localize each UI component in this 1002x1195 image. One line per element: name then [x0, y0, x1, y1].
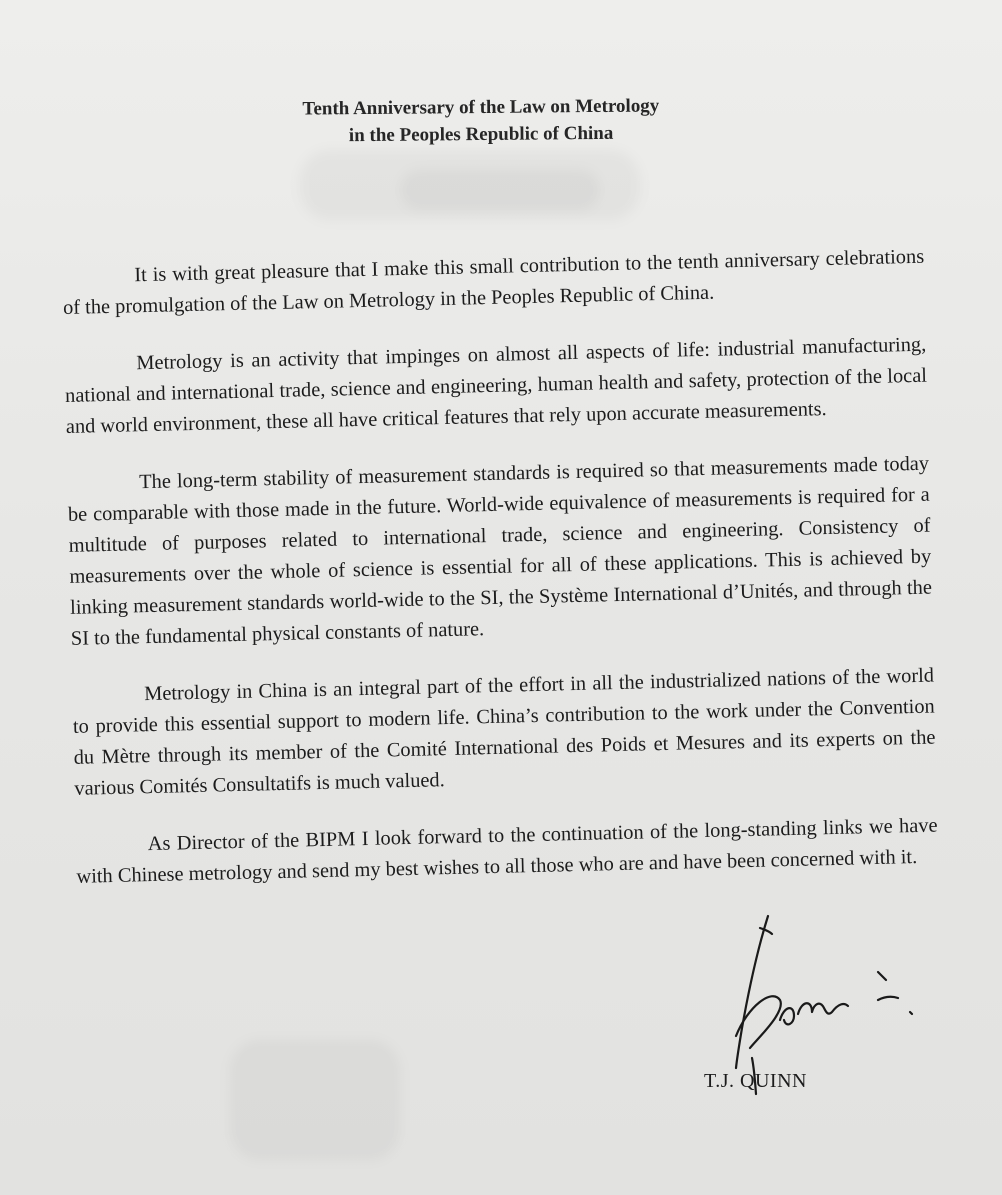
paragraph: Metrology is an activity that impinges on almost all aspects of life: industrial manufacturing, national and international trade, science and engineering, human health and safety, protection of the local and world environment, these all have critical features that rely upon accurate measurements. — [64, 333, 928, 438]
signatory-name: T.J. QUINN — [704, 1070, 807, 1092]
paragraph: Metrology in China is an integral part of the effort in all the industrialized nations of the world to provide this essential support to modern life. China’s contribution to the work under the Convention du Mètre through its member of the Comité International des Poids et Mesures and its experts on the various Comités Consultatifs is much valued. — [72, 664, 936, 800]
paragraph: The long-term stability of measurement standards is required so that measurements made today be comparable with those made in the future. World-wide equivalence of measurements is required for a multitude of purposes related to international trade, science and engineering. Consistency of measurements over the whole of science is essential for all of these applications. This is achieved by linking measurement standards world-wide to the SI, the Système International d’Unités, and through the SI to the fundamental physical constants of nature. — [67, 452, 933, 650]
document-title — [0, 90, 962, 152]
paragraph: As Director of the BIPM I look forward to the continuation of the long-standing links we have with Chinese metrology and send my best wishes to all those who are and have been concerned with it. — [76, 814, 938, 888]
title-line-2: in the Peoples Republic of China — [348, 122, 614, 147]
paragraph: It is with great pleasure that I make this small contribution to the tenth anniversary celebrations of the promulgation of the Law on Metrology in the Peoples Republic of China. — [62, 245, 925, 319]
title-line-1: Tenth Anniversary of the Law on Metrology — [302, 95, 660, 120]
letter-body — [62, 242, 939, 919]
